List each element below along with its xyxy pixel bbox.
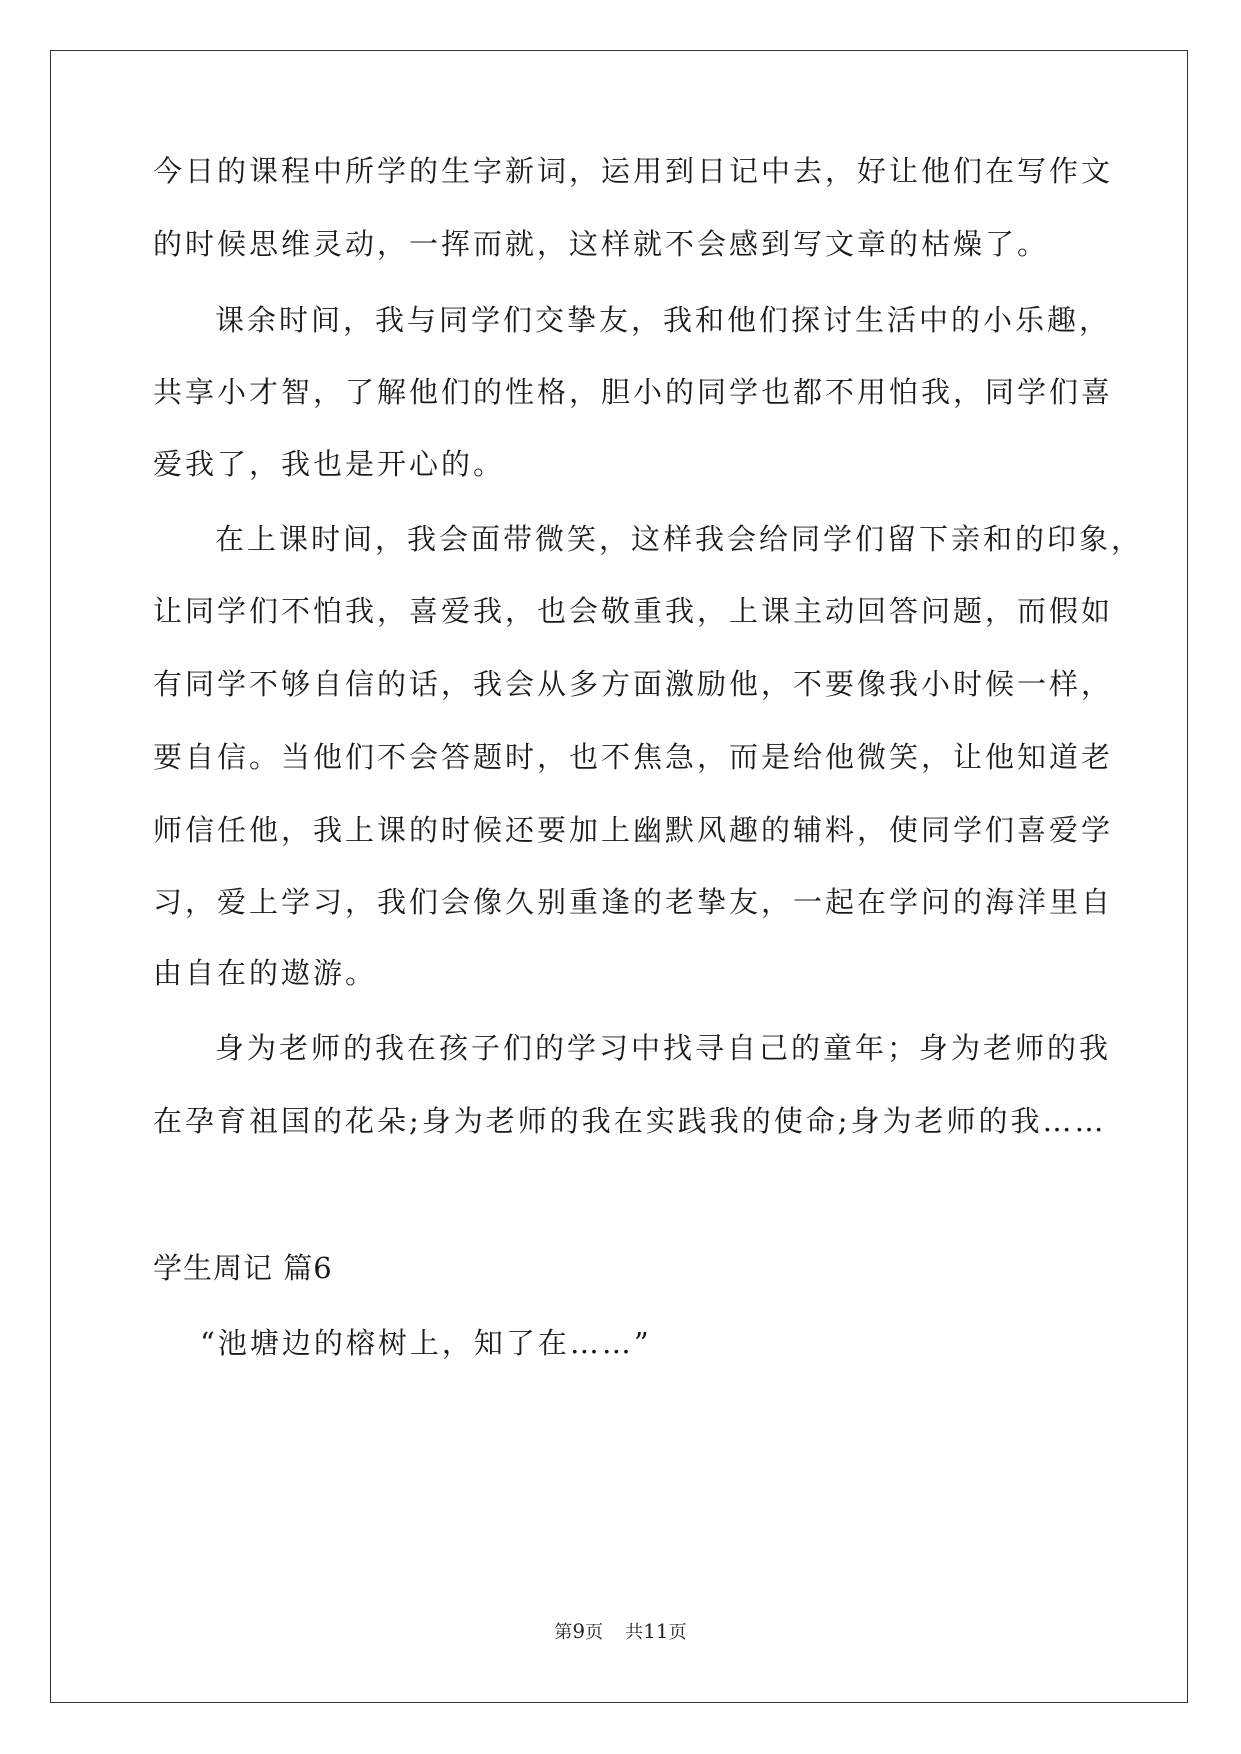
body-line-9: 要自信。当他们不会答题时，也不焦急，而是给他微笑，让他知道老 [153,740,1114,774]
body-line-12: 由自在的遨游。 [153,956,378,990]
page-suffix: 页 [585,1622,604,1643]
page-total: 11 [643,1619,669,1643]
total-prefix: 共 [625,1622,644,1643]
body-line-13: 身为老师的我在孩子们的学习中找寻自己的童年；身为老师的我 [215,1031,1112,1065]
total-suffix: 页 [668,1622,687,1643]
body-line-10: 师信任他，我上课的时候还要加上幽默风趣的辅料，使同学们喜爱学 [153,813,1114,847]
body-line-3: 课余时间，我与同学们交挚友，我和他们探讨生活中的小乐趣， [215,303,1112,337]
section-heading: 学生周记 篇6 [153,1251,333,1285]
page-border [50,50,1188,1703]
quote-line: “池塘边的榕树上，知了在……” [200,1326,652,1360]
page-prefix: 第 [554,1622,573,1643]
body-line-7: 让同学们不怕我，喜爱我，也会敬重我，上课主动回答问题，而假如 [153,594,1114,628]
body-line-1: 今日的课程中所学的生字新词，运用到日记中去，好让他们在写作文 [153,154,1114,188]
page-footer [0,1620,1241,1644]
body-line-5: 爱我了，我也是开心的。 [153,447,506,481]
body-line-8: 有同学不够自信的话，我会从多方面激励他，不要像我小时候一样， [153,667,1114,701]
body-line-11: 习，爱上学习，我们会像久别重逢的老挚友，一起在学问的海洋里自 [153,885,1114,919]
body-line-2: 的时候思维灵动，一挥而就，这样就不会感到写文章的枯燥了。 [153,227,1050,261]
body-line-6: 在上课时间，我会面带微笑，这样我会给同学们留下亲和的印象， [215,522,1144,556]
body-line-14: 在孕育祖国的花朵;身为老师的我在实践我的使命;身为老师的我…… [153,1104,1107,1138]
page-current: 9 [572,1619,586,1643]
body-line-4: 共享小才智，了解他们的性格，胆小的同学也都不用怕我，同学们喜 [153,375,1114,409]
